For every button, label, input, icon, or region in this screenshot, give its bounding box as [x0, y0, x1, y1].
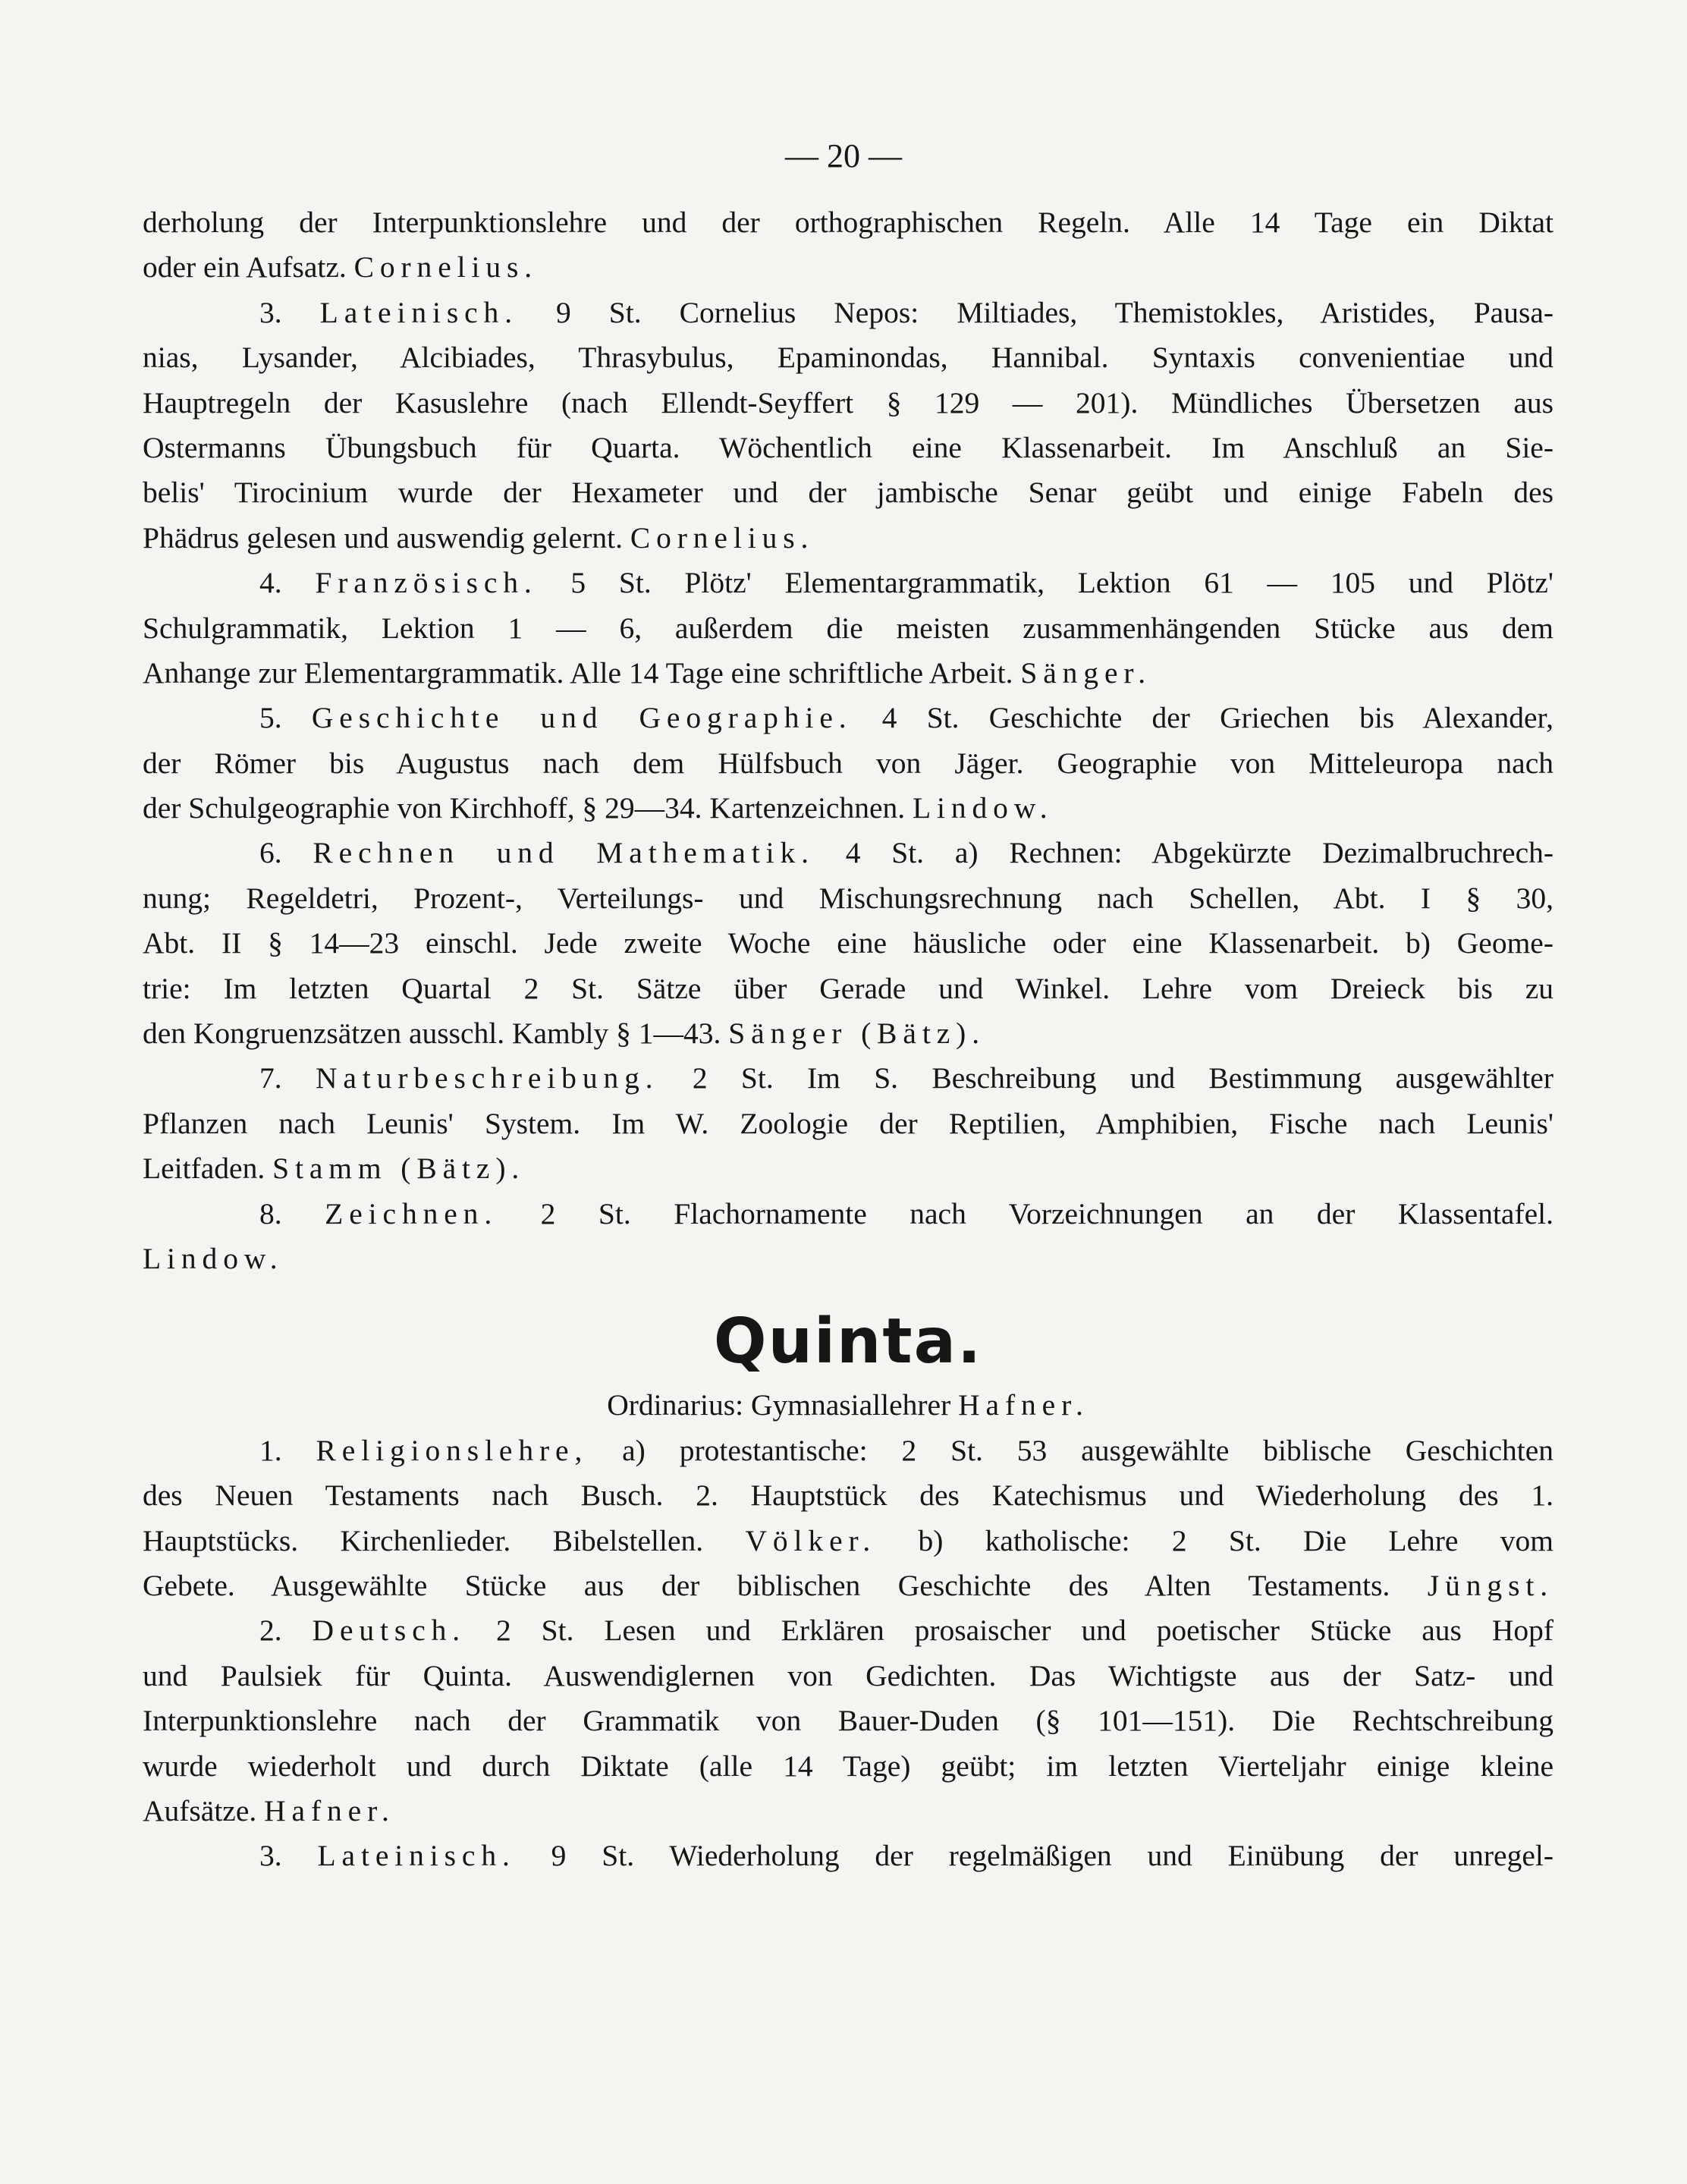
text-line: Hauptregeln der Kasuslehre (nach Ellendt-Seyffert § 129 — 201). Mündliches Übersetzen aus [143, 385, 1553, 420]
teacher-name: Cornelius. [630, 520, 815, 555]
text-line: 8. Zeichnen. 2 St. Flachornamente nach Vorzeichnungen an der Klassentafel. [259, 1196, 1554, 1230]
text-line: den Kongruenzsätzen ausschl. Kambly § 1—43. Sänger (Bätz). [143, 1017, 985, 1051]
text-line: 5. Geschichte und Geographie. 4 St. Geschichte der Griechen bis Alexander, [259, 701, 1553, 735]
subject-title: Zeichnen. [325, 1196, 498, 1230]
text-line: Schulgrammatik, Lektion 1 — 6, außerdem die meisten zusammenhängenden Stücke aus dem [143, 611, 1553, 645]
subject-title: Naturbeschreibung. [315, 1061, 659, 1095]
text-line: nias, Lysander, Alcibiades, Thrasybulus, Epaminondas, Hannibal. Syntaxis convenientiae und [143, 341, 1553, 375]
text-line: Ostermanns Übungsbuch für Quarta. Wöchentlich eine Klassenarbeit. Im Anschluß an Sie- [143, 430, 1553, 464]
text-line: Pflanzen nach Leunis' System. Im W. Zoologie der Reptilien, Amphibien, Fische nach Leunis' [143, 1106, 1553, 1140]
ordinarius-line: Ordinarius: Gymnasiallehrer Hafner. [607, 1388, 1089, 1422]
section-heading: Quinta. [713, 1306, 983, 1378]
text-line: der Schulgeographie von Kirchhoff, § 29—34. Kartenzeichnen. Lindow. [143, 791, 1054, 825]
text-line [143, 1237, 1553, 1281]
teacher-name: Stamm (Bätz). [272, 1152, 526, 1186]
subject-title: Lateinisch. [317, 1839, 516, 1873]
text-line: und Paulsiek für Quinta. Auswendiglernen von Gedichten. Das Wichtigste aus der Satz- und [143, 1658, 1553, 1692]
page-number: — 20 — [785, 137, 902, 174]
text-line: trie: Im letzten Quartal 2 St. Sätze über Gerade und Winkel. Lehre vom Dreieck bis zu [143, 971, 1553, 1005]
text-line: nung; Regeldetri, Prozent-, Verteilungs- und Mischungsrechnung nach Schellen, Abt. I § 30, [143, 881, 1553, 915]
text-line: 1. Religionslehre, a) protestantische: 2 St. 53 ausgewählte biblische Geschichten [259, 1433, 1554, 1467]
text-line: belis' Tirocinium wurde der Hexameter und der jambische Senar geübt und einige Fabeln des [143, 476, 1553, 510]
text-line: 3. Lateinisch. 9 St. Wiederholung der regelmäßigen und Einübung der unregel- [259, 1839, 1553, 1873]
text-line: wurde wiederholt und durch Diktate (alle 14 Tage) geübt; im letzten Vierteljahr einige kleine [143, 1749, 1553, 1783]
text-line: 3. Lateinisch. 9 St. Cornelius Nepos: Miltiades, Themistokles, Aristides, Pausa- [259, 295, 1554, 329]
teacher-name: Völker. [745, 1523, 877, 1557]
body-text [143, 200, 1553, 1879]
text-line: Leitfaden. Stamm (Bätz). [143, 1152, 526, 1186]
text-line: der Römer bis Augustus nach dem Hülfsbuch von Jäger. Geographie von Mitteleuropa nach [143, 746, 1553, 780]
subject-title: Deutsch. [312, 1614, 467, 1648]
teacher-name: Lindow. [912, 791, 1054, 825]
teacher-name: Jüngst. [1427, 1568, 1553, 1602]
text-line: 7. Naturbeschreibung. 2 St. Im S. Beschreibung und Bestimmung ausgewählter [259, 1061, 1553, 1095]
teacher-name: Lindow. [143, 1241, 284, 1275]
text-line: oder ein Aufsatz. Cornelius. [143, 250, 539, 284]
text-line: Gebete. Ausgewählte Stücke aus der biblischen Geschichte des Alten Testaments. Jüngst. [143, 1568, 1553, 1602]
text-line: Interpunktionslehre nach der Grammatik von Bauer-Duden (§ 101—151). Die Rechtschreibung [143, 1704, 1553, 1738]
text-line: derholung der Interpunktionslehre und der orthographischen Regeln. Alle 14 Tage ein Diktat [143, 206, 1553, 239]
subject-title: Religionslehre, [316, 1433, 589, 1467]
text-line: Abt. II § 14—23 einschl. Jede zweite Woche eine häusliche oder eine Klassenarbeit. b) Geome- [143, 926, 1553, 960]
teacher-name: Hafner. [264, 1793, 395, 1827]
teacher-name: Sänger. [1020, 655, 1152, 690]
text-line: Phädrus gelesen und auswendig gelernt. Cornelius. [143, 520, 815, 555]
subject-title: Französisch. [315, 566, 538, 600]
ordinarius-name: Hafner. [958, 1388, 1089, 1422]
teacher-name: Sänger (Bätz). [728, 1017, 985, 1051]
text-line: 6. Rechnen und Mathematik. 4 St. a) Rechnen: Abgekürzte Dezimalbruchrech- [259, 836, 1554, 870]
text-line: 2. Deutsch. 2 St. Lesen und Erklären prosaischer und poetischer Stücke aus Hopf [259, 1614, 1554, 1648]
subject-title: Geschichte und Geographie. [311, 701, 853, 735]
text-line: Hauptstücks. Kirchenlieder. Bibelstellen. Völker. b) katholische: 2 St. Die Lehre vom [143, 1523, 1553, 1557]
text-line: Aufsätze. Hafner. [143, 1793, 395, 1827]
text-line: des Neuen Testaments nach Busch. 2. Hauptstück des Katechismus und Wiederholung des 1. [143, 1479, 1553, 1513]
subject-title: Rechnen und Mathematik. [313, 836, 815, 870]
teacher-name: Cornelius. [353, 250, 539, 284]
subject-title: Lateinisch. [319, 295, 518, 329]
text-line: 4. Französisch. 5 St. Plötz' Elementargrammatik, Lektion 61 — 105 und Plötz' [259, 566, 1553, 600]
text-line: Anhange zur Elementargrammatik. Alle 14 Tage eine schriftliche Arbeit. Sänger. [143, 655, 1152, 690]
